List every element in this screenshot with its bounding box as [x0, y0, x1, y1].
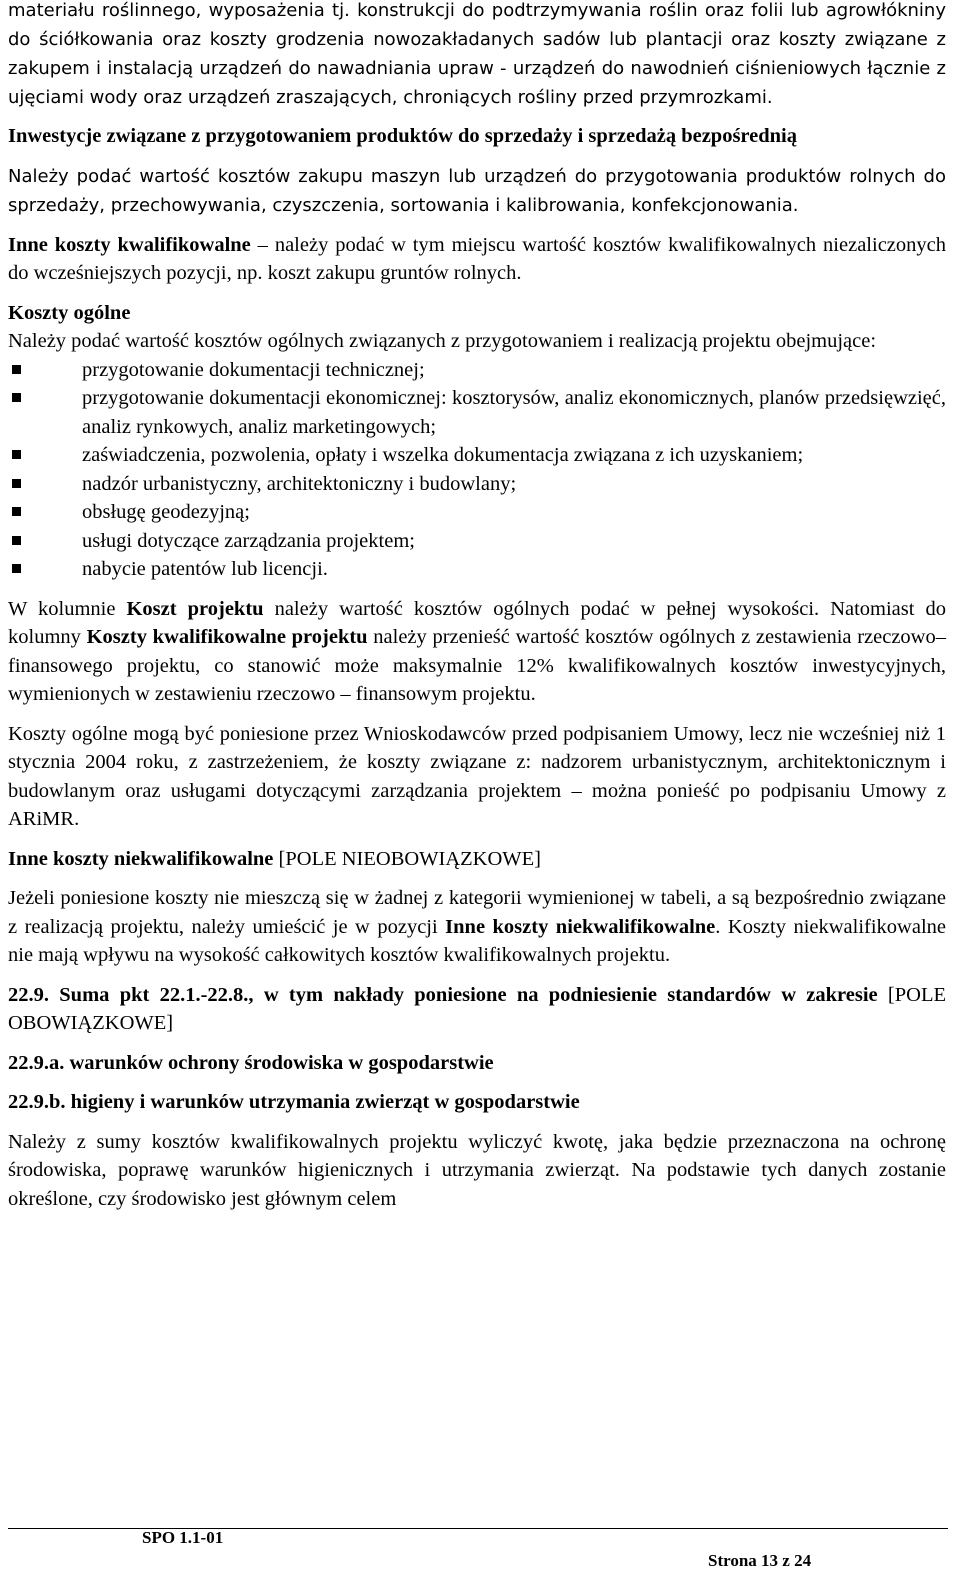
general-costs-list: [8, 356, 946, 584]
square-bullet-icon: [12, 393, 21, 402]
square-bullet-icon: [12, 536, 21, 545]
general-costs-intro: Należy podać wartość kosztów ogólnych związanych z przygotowaniem i realizacją projektu obejmujące:: [8, 330, 877, 352]
cost-timing-paragraph: Koszty ogólne mogą być poniesione przez Wnioskodawców przed podpisaniem Umowy, lecz nie wcześniej niż 1 stycznia 2004 roku, z zastrzeżeniem, że koszty związane z: nadzorem urbanistycznym, architektonicznym i budowlanym oraz usługami dotyczącymi zarządzania projektem – można ponieść po podpisaniu Umowy z ARiMR.: [8, 722, 946, 830]
list-item: przygotowanie dokumentacji technicznej;: [8, 356, 946, 385]
square-bullet-icon: [12, 479, 21, 488]
list-item: przygotowanie dokumentacji ekonomicznej: kosztorysów, analiz ekonomicznych, planów przedsięwzięć, analiz rynkowych, analiz marketingowych;: [8, 384, 946, 441]
footer-form-code: SPO 1.1-01: [142, 1528, 224, 1547]
list-item: usługi dotyczące zarządzania projektem;: [8, 527, 946, 556]
page-content: [8, 0, 946, 1213]
heading-22-9-a: 22.9.a. warunków ochrony środowiska w gospodarstwie: [8, 1051, 494, 1074]
square-bullet-icon: [12, 507, 21, 516]
list-item: zaświadczenia, pozwolenia, opłaty i wszelka dokumentacja związana z ich uzyskaniem;: [8, 441, 946, 470]
heading-nonqualified-costs: Inne koszty niekwalifikowalne [POLE NIEOBOWIĄZKOWE]: [8, 847, 541, 870]
section-22-9-body: Należy z sumy kosztów kwalifikowalnych projektu wyliczyć kwotę, jaka będzie przeznaczona na ochronę środowiska, poprawę warunków higienicznych i utrzymania zwierząt. Na podstawie tych danych zostanie określone, czy środowisko jest głównym celem: [8, 1130, 946, 1210]
heading-general-costs: Koszty ogólne: [8, 301, 131, 324]
intro-paragraph: materiału roślinnego, wyposażenia tj. konstrukcji do podtrzymywania roślin oraz folii lub agrowłókniny do ściółkowania oraz koszty grodzenia nowozakładanych sadów lub plantacji oraz koszty związane z zakupem i instalacją urządzeń do nawadniania upraw - urządzeń do nawodnień ciśnieniowych łącznie z ujęciami wody oraz urządzeń zraszających, chroniących rośliny przed przymrozkami.: [8, 0, 946, 108]
field-optional-tag: [POLE NIEOBOWIĄZKOWE]: [273, 847, 541, 870]
list-item: nabycie patentów lub licencji.: [8, 555, 946, 584]
heading-sales-investments: Inwestycje związane z przygotowaniem produktów do sprzedaży i sprzedażą bezpośrednią: [8, 125, 797, 147]
sales-investments-body: Należy podać wartość kosztów zakupu maszyn lub urządzeń do przygotowania produktów rolnych do sprzedaży, przechowywania, czyszczenia, sortowania i kalibrowania, konfekcjonowania.: [8, 165, 946, 216]
square-bullet-icon: [12, 450, 21, 459]
column-name-qualified-costs: Koszty kwalifikowalne projektu: [86, 626, 368, 648]
column-name-project-cost: Koszt projektu: [126, 597, 264, 620]
nonqualified-costs-body: Jeżeli poniesione koszty nie mieszczą się w żadnej z kategorii wymienionej w tabeli, a są bezpośrednio związane z realizacją projektu, należy umieścić je w pozycji Inne koszty niekwalifikowalne. Koszty niekwalifikowalne nie mają wpływu na wysokość całkowitych kosztów kwalifikowalnych projektu.: [8, 887, 946, 966]
list-item: obsługę geodezyjną;: [8, 498, 946, 527]
heading-22-9-b: 22.9.b. higieny i warunków utrzymania zwierząt w gospodarstwie: [8, 1091, 580, 1113]
heading-other-qualified-costs: Inne koszty kwalifikowalne: [8, 233, 251, 256]
footer-page-number: Strona 13 z 24: [708, 1551, 812, 1570]
square-bullet-icon: [12, 564, 21, 573]
field-required-tag: [POLE OBOWIĄZKOWE]: [8, 983, 946, 1034]
heading-22-9: 22.9. Suma pkt 22.1.-22.8., w tym nakłady poniesione na podniesienie standardów w zakresie [POLE OBOWIĄZKOWE]: [8, 983, 946, 1034]
cost-columns-paragraph: W kolumnie Koszt projektu należy wartość kosztów ogólnych podać w pełnej wysokości. Natomiast do kolumny Koszty kwalifikowalne projektu należy przenieść wartość kosztów ogólnych z zestawienia rzeczowo–finansowego projektu, co stanowić może maksymalnie 12% kwalifikowalnych kosztów inwestycyjnych, wymienionych w zestawieniu rzeczowo – finansowym projektu.: [8, 597, 946, 705]
square-bullet-icon: [12, 365, 21, 374]
other-costs-paragraph: [8, 231, 946, 288]
other-costs-body: – należy podać w tym miejscu wartość kosztów kwalifikowalnych niezaliczonych do wcześniejszych pozycji, np. koszt zakupu gruntów rolnych.: [8, 233, 946, 284]
list-item: nadzór urbanistyczny, architektoniczny i budowlany;: [8, 470, 946, 499]
